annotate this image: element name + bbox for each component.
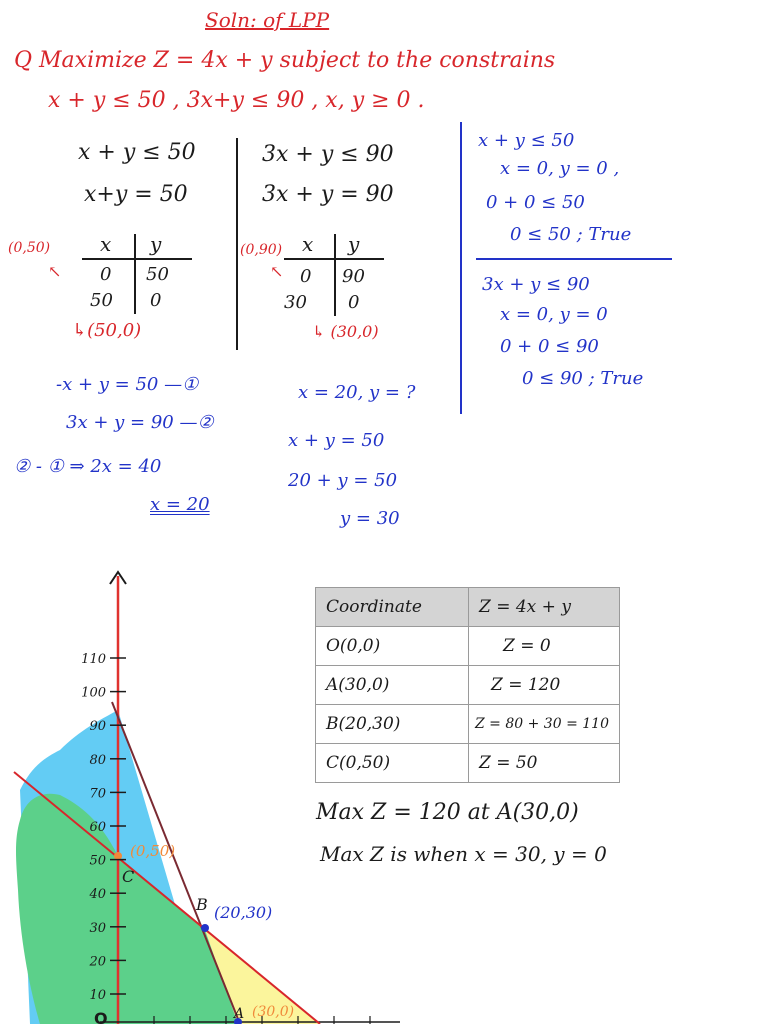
table-row xyxy=(316,627,620,666)
check-column-divider xyxy=(460,122,462,414)
solve-substitute-2: 20 + y = 50 xyxy=(288,470,398,491)
y-tick-label: 10 xyxy=(89,988,106,1003)
arrow-icon: ↖ xyxy=(270,262,284,281)
y-tick-label: 20 xyxy=(89,954,106,970)
constraint2-table-head-x: x xyxy=(302,232,314,256)
solve-eq4: x = 20 xyxy=(150,494,210,515)
check-line-5: 3x + y ≤ 90 xyxy=(482,274,590,295)
table-header-z: Z = 4x + y xyxy=(469,588,620,627)
table-cell: Z = 80 + 30 = 110 xyxy=(469,705,620,744)
constraint1-point-label: (0,50) xyxy=(8,240,51,256)
y-tick-label: 40 xyxy=(89,887,106,903)
constraint1-point: ↳(50,0) xyxy=(72,320,142,341)
y-tick-label: 30 xyxy=(89,920,106,936)
conclusion-line-1: Max Z = 120 at A(30,0) xyxy=(316,800,579,825)
table-header-coordinate: Coordinate xyxy=(316,588,469,627)
constraint2-table-vdivider xyxy=(334,234,336,316)
constraint1-table-head-y: y xyxy=(150,232,162,256)
check-line-7: 0 + 0 ≤ 90 xyxy=(500,336,599,357)
constraint2-table-head-y: y xyxy=(348,232,360,256)
problem-statement-line2: x + y ≤ 50 , 3x+y ≤ 90 , x, y ≥ 0 . xyxy=(48,88,425,113)
constraint1-row2-y: 0 xyxy=(150,290,162,311)
table-row xyxy=(316,744,620,783)
constraint1-inequality: x + y ≤ 50 xyxy=(78,140,196,165)
solve-question: x = 20, y = ? xyxy=(298,382,416,403)
solve-substitute-1: x + y = 50 xyxy=(288,430,385,451)
table-cell: A(30,0) xyxy=(316,666,469,705)
solve-eq3: ② - ① ⇒ 2x = 40 xyxy=(14,456,162,477)
table-cell: Z = 0 xyxy=(469,627,620,666)
constraint1-table-divider xyxy=(82,258,192,260)
label-b: B xyxy=(196,895,208,914)
y-tick-label: 90 xyxy=(89,719,106,735)
constraint2-row1-x: 0 xyxy=(300,266,312,287)
vertex-c xyxy=(114,852,122,860)
constraint2-inequality: 3x + y ≤ 90 xyxy=(262,142,394,167)
table-cell: Z = 120 xyxy=(469,666,620,705)
check-line-2: x = 0, y = 0 , xyxy=(500,158,620,179)
arrow-icon: ↖ xyxy=(48,262,62,281)
table-row xyxy=(316,705,620,744)
y-tick-label: 100 xyxy=(81,685,106,701)
constraint1-table-head-x: x xyxy=(100,232,112,256)
constraint2-row1-y: 90 xyxy=(342,266,365,287)
constraint2-equation: 3x + y = 90 xyxy=(262,182,394,207)
vertex-b xyxy=(201,924,209,932)
problem-statement-line1: Q Maximize Z = 4x + y subject to the constrains xyxy=(14,48,556,73)
constraint1-row2-x: 50 xyxy=(90,290,113,311)
table-cell: B(20,30) xyxy=(316,705,469,744)
table-cell: C(0,50) xyxy=(316,744,469,783)
y-tick-label: 60 xyxy=(89,820,106,835)
check-line-8: 0 ≤ 90 ; True xyxy=(522,368,644,389)
check-separator xyxy=(476,258,672,260)
y-tick-label: 50 xyxy=(89,853,106,869)
table-header-row xyxy=(316,588,620,627)
constraint1-row1-x: 0 xyxy=(100,264,112,285)
table-row xyxy=(316,666,620,705)
constraint2-row2-y: 0 xyxy=(348,292,360,313)
constraint1-row1-y: 50 xyxy=(146,264,169,285)
y-tick-label: 110 xyxy=(81,652,106,667)
column-divider xyxy=(236,138,238,350)
constraint2-row2-x: 30 xyxy=(284,292,307,313)
constraint2-point-label: (0,90) xyxy=(240,242,283,258)
y-tick-label: 70 xyxy=(89,786,106,802)
label-c: C xyxy=(122,867,135,886)
point-a-label: (30,0) xyxy=(252,1004,295,1020)
origin-label: O xyxy=(94,1009,108,1024)
objective-table xyxy=(315,587,620,783)
table-cell: Z = 50 xyxy=(469,744,620,783)
y-tick-label: 80 xyxy=(89,752,106,768)
table-cell: O(0,0) xyxy=(316,627,469,666)
check-line-3: 0 + 0 ≤ 50 xyxy=(486,192,585,213)
check-line-6: x = 0, y = 0 xyxy=(500,304,608,325)
label-a: A xyxy=(234,1006,245,1022)
constraint2-point: ↳ (30,0) xyxy=(312,322,379,341)
conclusion-line-2: Max Z is when x = 30, y = 0 xyxy=(320,842,607,866)
point-b-label: (20,30) xyxy=(214,903,273,922)
constraint1-equation: x+y = 50 xyxy=(84,182,188,207)
point-c-label: (0,50) xyxy=(130,842,176,860)
check-line-4: 0 ≤ 50 ; True xyxy=(510,224,632,245)
solve-eq1: -x + y = 50 —① xyxy=(56,374,199,395)
solve-substitute-3: y = 30 xyxy=(340,508,400,529)
solve-eq2: 3x + y = 90 —② xyxy=(66,412,214,433)
check-line-1: x + y ≤ 50 xyxy=(478,130,575,151)
page-title: Soln: of LPP xyxy=(205,8,330,32)
constraint1-table-vdivider xyxy=(134,234,136,314)
